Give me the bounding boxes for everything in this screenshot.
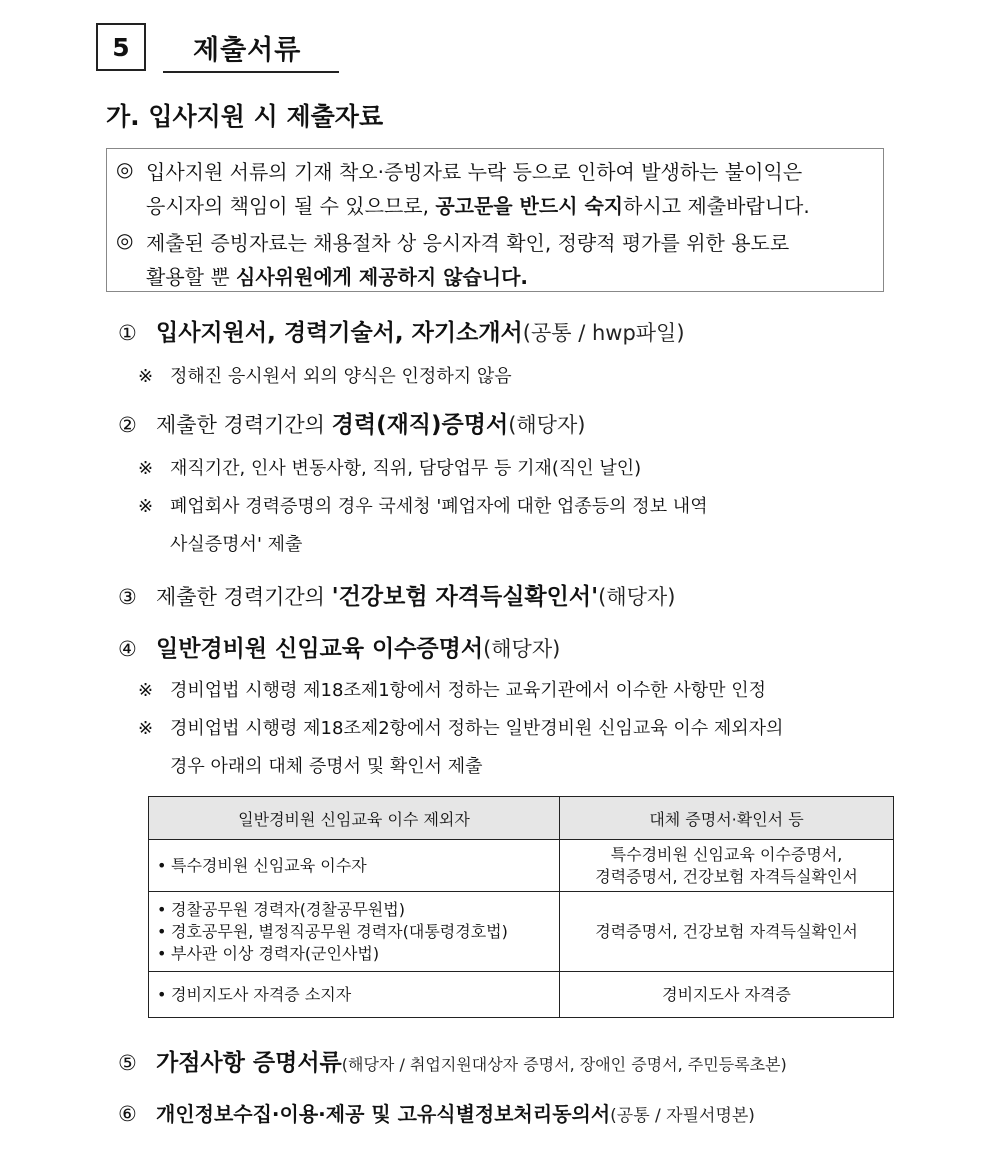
notice-bullet-1: ◎ [116, 157, 134, 181]
note-3: ※ 폐업회사 경력증명의 경우 국세청 '폐업자에 대한 업종등의 정보 내역 [138, 496, 708, 517]
table-header-row [149, 797, 894, 840]
item-3: ③ 제출한 경력기간의 '건강보험 자격득실확인서'(해당자) [118, 584, 676, 610]
substitute-documents-table [148, 796, 894, 1018]
note-3-cont: 사실증명서' 제출 [170, 534, 303, 555]
note-5: ※ 경비업법 시행령 제18조제2항에서 정하는 일반경비원 신임교육 이수 제외자의 [138, 718, 784, 739]
item-5: ⑤ 가점사항 증명서류(해당자 / 취업지원대상자 증명서, 장애인 증명서, 주민등록초본) [118, 1050, 787, 1076]
section-title: 제출서류 [193, 35, 302, 66]
table-row [149, 892, 894, 972]
section-title-underline [163, 71, 339, 73]
table-header-exempt: 일반경비원 신임교육 이수 제외자 [149, 797, 560, 840]
notice-p2-line1: 제출된 증빙자료는 채용절차 상 응시자격 확인, 정량적 평가를 위한 용도로 [146, 231, 790, 255]
notice-emphasis-2: 심사위원에게 제공하지 않습니다. [236, 265, 529, 289]
note-1: ※ 정해진 응시원서 외의 양식은 인정하지 않음 [138, 366, 512, 387]
notice-p1-line2: 응시자의 책임이 될 수 있으므로, 공고문을 반드시 숙지하시고 제출바랍니다. [146, 194, 810, 218]
table-cell-substitute: 경력증명서, 건강보험 자격득실확인서 [560, 892, 894, 972]
notice-bullet-2: ◎ [116, 228, 134, 252]
table-cell-exempt: • 경비지도사 자격증 소지자 [149, 972, 560, 1018]
item-1: ① 입사지원서, 경력기술서, 자기소개서(공통 / hwp파일) [118, 320, 685, 346]
table-cell-substitute: 특수경비원 신임교육 이수증명서, 경력증명서, 건강보험 자격득실확인서 [560, 840, 894, 892]
notice-emphasis-1: 공고문을 반드시 숙지 [435, 194, 624, 218]
notice-p2-line2: 활용할 뿐 심사위원에게 제공하지 않습니다. [146, 265, 529, 289]
table-header-substitute: 대체 증명서·확인서 등 [560, 797, 894, 840]
section-number: 5 [96, 23, 146, 71]
notice-p1-line1: 입사지원 서류의 기재 착오·증빙자료 누락 등으로 인하여 발생하는 불이익은 [146, 160, 803, 184]
subheading: 가. 입사지원 시 제출자료 [106, 102, 384, 131]
table-row [149, 840, 894, 892]
item-2: ② 제출한 경력기간의 경력(재직)증명서(해당자) [118, 412, 586, 438]
table-cell-exempt: • 특수경비원 신임교육 이수자 [149, 840, 560, 892]
item-4: ④ 일반경비원 신임교육 이수증명서(해당자) [118, 636, 561, 662]
note-5-cont: 경우 아래의 대체 증명서 및 확인서 제출 [170, 756, 483, 777]
table-cell-exempt: • 경찰공무원 경력자(경찰공무원법) • 경호공무원, 별정직공무원 경력자(대통령경호법) • 부사관 이상 경력자(군인사법) [149, 892, 560, 972]
item-6: ⑥ 개인정보수집·이용·제공 및 고유식별정보처리동의서(공통 / 자필서명본) [118, 1102, 755, 1126]
note-2: ※ 재직기간, 인사 변동사항, 직위, 담당업무 등 기재(직인 날인) [138, 458, 642, 479]
table-row [149, 972, 894, 1018]
table-cell-substitute: 경비지도사 자격증 [560, 972, 894, 1018]
note-4: ※ 경비업법 시행령 제18조제1항에서 정하는 교육기관에서 이수한 사항만 인정 [138, 680, 767, 701]
